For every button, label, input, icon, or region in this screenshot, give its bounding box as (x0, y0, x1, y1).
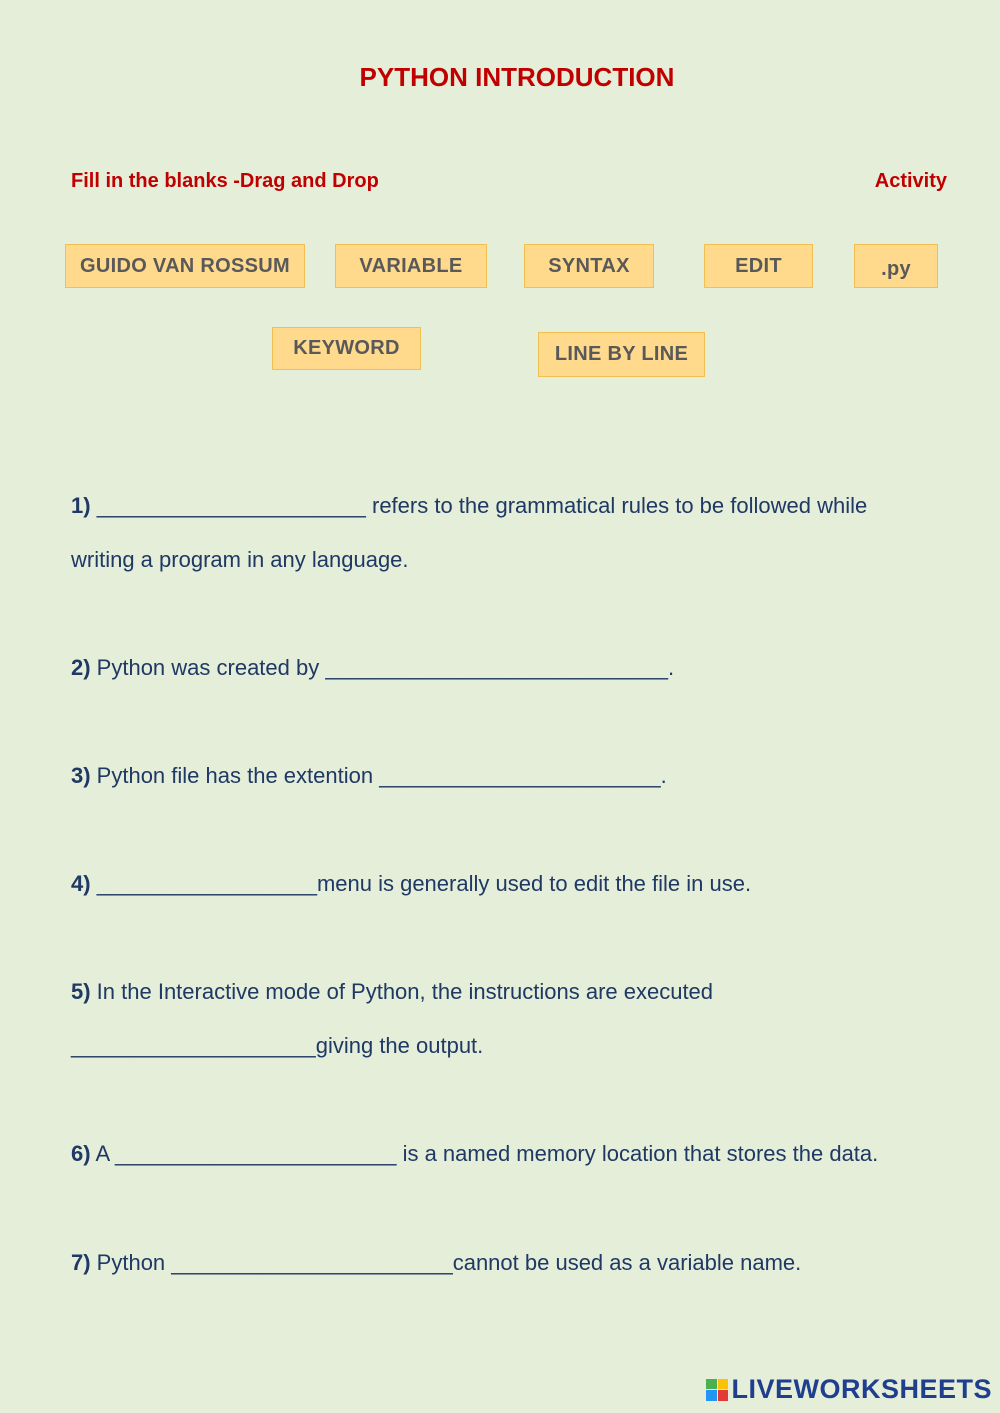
word-chip-line-by-line[interactable]: LINE BY LINE (538, 332, 705, 377)
page-title: PYTHON INTRODUCTION (359, 62, 675, 92)
question-text: menu is generally used to edit the file in use. (316, 871, 752, 896)
answer-blank-5[interactable]: ____________________ (71, 1033, 316, 1058)
question-number: 5) (71, 979, 91, 1004)
question-text: In the Interactive mode of Python, the instructions are executed (90, 979, 714, 1004)
word-chip-py[interactable]: .py (854, 244, 938, 288)
liveworksheets-logo (706, 1374, 992, 1405)
question-1 (71, 494, 951, 518)
word-chip-keyword[interactable]: KEYWORD (272, 327, 421, 370)
question-1-line-2 (71, 548, 951, 572)
answer-blank-2[interactable]: ____________________________ (325, 655, 668, 680)
question-text: giving the output. (315, 1033, 484, 1058)
question-text: cannot be used as a variable name. (452, 1250, 802, 1275)
activity-label: Activity (874, 170, 947, 192)
question-2 (71, 656, 951, 680)
question-text: Python (90, 1250, 172, 1275)
question-3 (71, 764, 951, 788)
question-7 (71, 1251, 951, 1275)
instructions-label: Fill in the blanks -Drag and Drop (71, 170, 379, 192)
question-text: A (90, 1141, 116, 1166)
answer-blank-7[interactable]: _______________________ (171, 1250, 453, 1275)
question-6 (71, 1142, 951, 1166)
brand-name: LIVEWORKSHEETS (731, 1374, 992, 1404)
question-text: is a named memory location that stores the data. (396, 1141, 879, 1166)
answer-blank-4[interactable]: __________________ (96, 871, 317, 896)
question-text: . (660, 763, 667, 788)
question-text: refers to the grammatical rules to be followed while (365, 493, 868, 518)
question-number: 1) (71, 493, 91, 518)
question-5 (71, 980, 951, 1004)
question-text: Python was created by (90, 655, 326, 680)
liveworksheets-logo-icon (706, 1379, 728, 1401)
answer-blank-3[interactable]: _______________________ (379, 763, 661, 788)
question-number: 6) (71, 1141, 91, 1166)
question-text: Python file has the extention (90, 763, 380, 788)
answer-blank-6[interactable]: _______________________ (115, 1141, 397, 1166)
question-4 (71, 872, 951, 896)
question-5-line-2 (71, 1034, 951, 1058)
answer-blank-1[interactable]: ______________________ (96, 493, 366, 518)
question-text: writing a program in any language. (71, 547, 409, 572)
word-chip-edit[interactable]: EDIT (704, 244, 813, 288)
question-number: 4) (71, 871, 91, 896)
question-text: . (667, 655, 675, 680)
question-number: 3) (71, 763, 91, 788)
word-chip-syntax[interactable]: SYNTAX (524, 244, 654, 288)
question-number: 7) (71, 1250, 91, 1275)
word-chip-variable[interactable]: VARIABLE (335, 244, 487, 288)
word-chip-guido-van-rossum[interactable]: GUIDO VAN ROSSUM (65, 244, 305, 288)
question-number: 2) (71, 655, 91, 680)
